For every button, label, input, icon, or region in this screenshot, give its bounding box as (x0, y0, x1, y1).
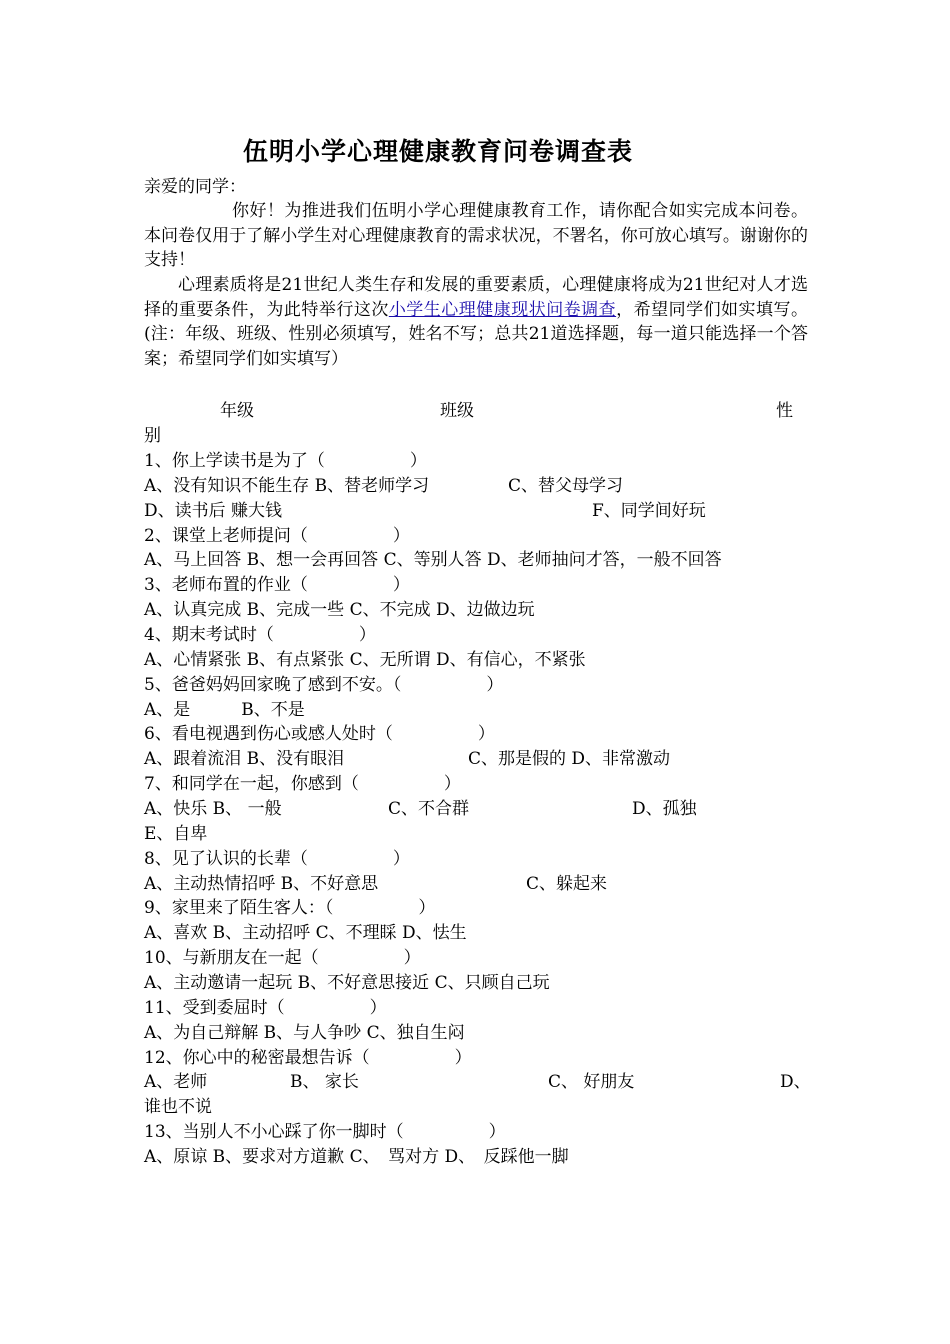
question-1: 1、你上学读书是为了（ ） (144, 451, 427, 471)
class-field-label: 班级 (440, 401, 474, 421)
question-7: 7、和同学在一起，你感到（ ） (144, 774, 461, 794)
question-4: 4、期末考试时（ ） (144, 625, 376, 645)
question-10-options: A、主动邀请一起玩 B、不好意思接近 C、只顾自己玩 (144, 973, 550, 993)
gender-field-label-cont: 别 (144, 426, 161, 446)
question-5-options: A、是 B、不是 (144, 700, 305, 720)
question-11: 11、受到委屈时（ ） (144, 998, 387, 1018)
q12-option-d: D、 (780, 1072, 811, 1092)
q12-option-c: C、 好朋友 (548, 1072, 635, 1092)
intro-paragraph-2 (144, 273, 808, 371)
question-5: 5、爸爸妈妈回家晚了感到不安。（ ） (144, 675, 504, 695)
q12-option-b: B、 家长 (290, 1072, 359, 1092)
question-13: 13、当别人不小心踩了你一脚时（ ） (144, 1122, 506, 1142)
q12-option-d-cont: 谁也不说 (144, 1097, 212, 1117)
question-9: 9、家里来了陌生客人：（ ） (144, 898, 436, 918)
gender-field-label: 性 (776, 401, 793, 421)
question-10: 10、与新朋友在一起（ ） (144, 948, 421, 968)
question-3-options: A、认真完成 B、完成一些 C、不完成 D、边做边玩 (144, 600, 535, 620)
q1-option-c: C、替父母学习 (508, 476, 624, 496)
question-4-options: A、心情紧张 B、有点紧张 C、无所谓 D、有信心，不紧张 (144, 650, 586, 670)
question-2-options: A、马上回答 B、想一会再回答 C、等别人答 D、老师抽问才答，一般不回答 (144, 550, 722, 570)
page-title: 伍明小学心理健康教育问卷调查表 (242, 137, 633, 166)
q8-option-ab: A、主动热情招呼 B、不好意思 (144, 874, 379, 894)
q12-option-a: A、老师 (144, 1072, 208, 1092)
q7-option-ab: A、快乐 B、 一般 (144, 799, 282, 819)
q1-option-d: D、读书后 赚大钱 (144, 501, 283, 521)
q6-option-cd: C、那是假的 D、非常激动 (468, 749, 671, 769)
q1-option-ab: A、没有知识不能生存 B、替老师学习 (144, 476, 430, 496)
q7-option-d: D、孤独 (632, 799, 697, 819)
grade-field-label: 年级 (220, 401, 254, 421)
question-2: 2、课堂上老师提问（ ） (144, 526, 410, 546)
survey-link[interactable]: 小学生心理健康现状问卷调查 (388, 299, 617, 320)
q7-option-c: C、不合群 (388, 799, 470, 819)
q6-option-ab: A、跟着流泪 B、没有眼泪 (144, 749, 345, 769)
q1-option-f: F、同学间好玩 (592, 501, 706, 521)
intro-text-before: 心理素质将是21世纪人类生存和发展的重要素质，心理健康将成为21世纪对人才选择的重要条件，为此特举行这次 (144, 275, 808, 320)
question-6: 6、看电视遇到伤心或感人处时（ ） (144, 724, 495, 744)
intro-text-after: ，希望同学们如实填写。(注：年级、班级、性别必须填写，姓名不写；总共21道选择题，每一道只能选择一个答案；希望同学们如实填写） (144, 299, 809, 369)
question-13-options: A、原谅 B、要求对方道歉 C、 骂对方 D、 反踩他一脚 (144, 1147, 569, 1167)
greeting: 亲爱的同学： (144, 177, 246, 197)
question-12: 12、你心中的秘密最想告诉（ ） (144, 1048, 472, 1068)
question-9-options: A、喜欢 B、主动招呼 C、不理睬 D、怯生 (144, 923, 467, 943)
q7-option-e: E、自卑 (144, 824, 208, 844)
intro-paragraph-1: 你好！为推进我们伍明小学心理健康教育工作，请你配合如实完成本问卷。本问卷仅用于了解小学生对心理健康教育的需求状况，不署名，你可放心填写。谢谢你的支持！ (144, 201, 808, 271)
question-11-options: A、为自己辩解 B、与人争吵 C、独自生闷 (144, 1023, 465, 1043)
question-3: 3、老师布置的作业（ ） (144, 575, 410, 595)
q8-option-c: C、躲起来 (526, 874, 608, 894)
question-8: 8、见了认识的长辈（ ） (144, 849, 410, 869)
